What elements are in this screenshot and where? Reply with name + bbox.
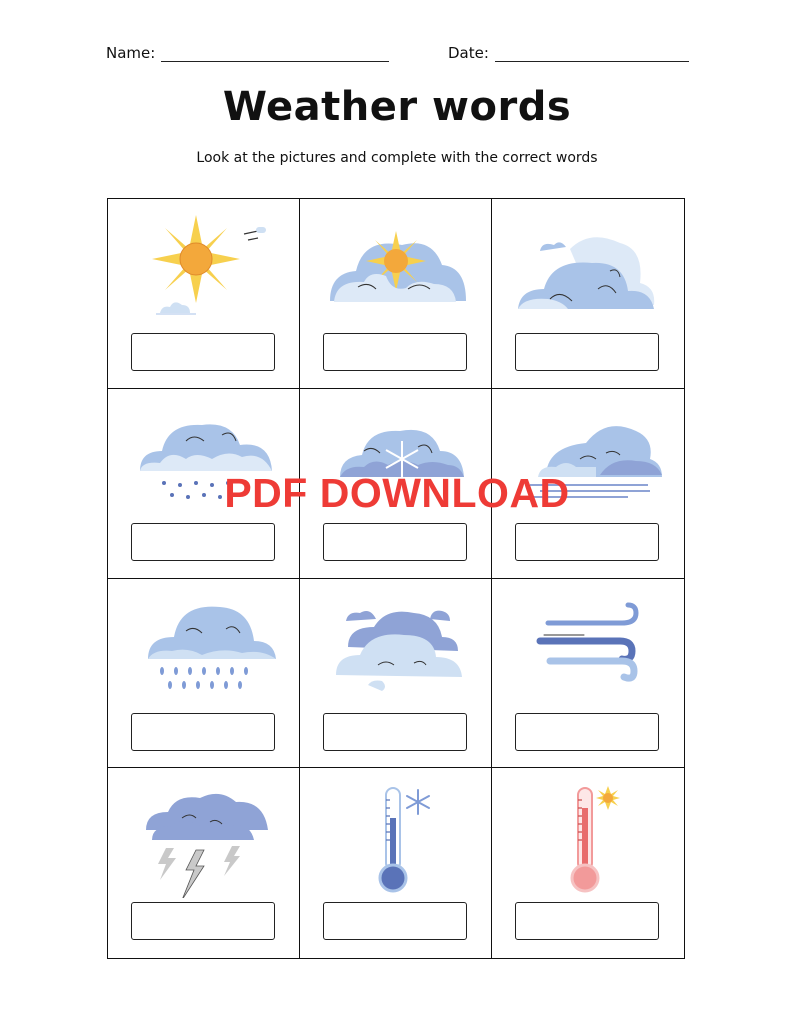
name-line[interactable] — [161, 47, 389, 62]
weather-cell — [300, 768, 492, 958]
answer-box[interactable] — [323, 713, 467, 751]
answer-box[interactable] — [515, 902, 659, 940]
cold-thermometer-icon — [318, 778, 474, 898]
answer-box[interactable] — [323, 333, 467, 371]
weather-cell — [108, 199, 300, 389]
pdf-download-watermark: PDF DOWNLOAD — [224, 470, 570, 516]
date-label: Date: — [448, 44, 489, 62]
date-field[interactable] — [448, 44, 689, 62]
rainy-icon — [126, 589, 282, 709]
weather-cell — [108, 768, 300, 958]
sunny-icon — [126, 209, 282, 329]
partly-cloudy-icon — [318, 209, 474, 329]
worksheet-instructions: Look at the pictures and complete with the correct words — [196, 150, 598, 166]
hot-thermometer-icon — [510, 778, 666, 898]
answer-box[interactable] — [323, 902, 467, 940]
stormy-icon — [126, 778, 282, 898]
name-field[interactable] — [106, 44, 389, 62]
answer-box[interactable] — [323, 523, 467, 561]
answer-box[interactable] — [131, 713, 275, 751]
name-label: Name: — [106, 44, 156, 62]
weather-cell — [492, 768, 684, 958]
weather-cell — [300, 579, 492, 769]
answer-box[interactable] — [131, 902, 275, 940]
answer-box[interactable] — [131, 523, 275, 561]
overcast-icon — [318, 589, 474, 709]
date-line[interactable] — [495, 47, 689, 62]
worksheet-title: Weather words — [222, 84, 572, 130]
weather-cell — [492, 199, 684, 389]
weather-cell — [108, 579, 300, 769]
weather-grid — [107, 198, 685, 959]
windy-icon — [510, 589, 666, 709]
cloudy-icon — [510, 209, 666, 329]
answer-box[interactable] — [515, 523, 659, 561]
answer-box[interactable] — [515, 333, 659, 371]
weather-cell — [300, 199, 492, 389]
weather-cell — [492, 579, 684, 769]
answer-box[interactable] — [515, 713, 659, 751]
answer-box[interactable] — [131, 333, 275, 371]
